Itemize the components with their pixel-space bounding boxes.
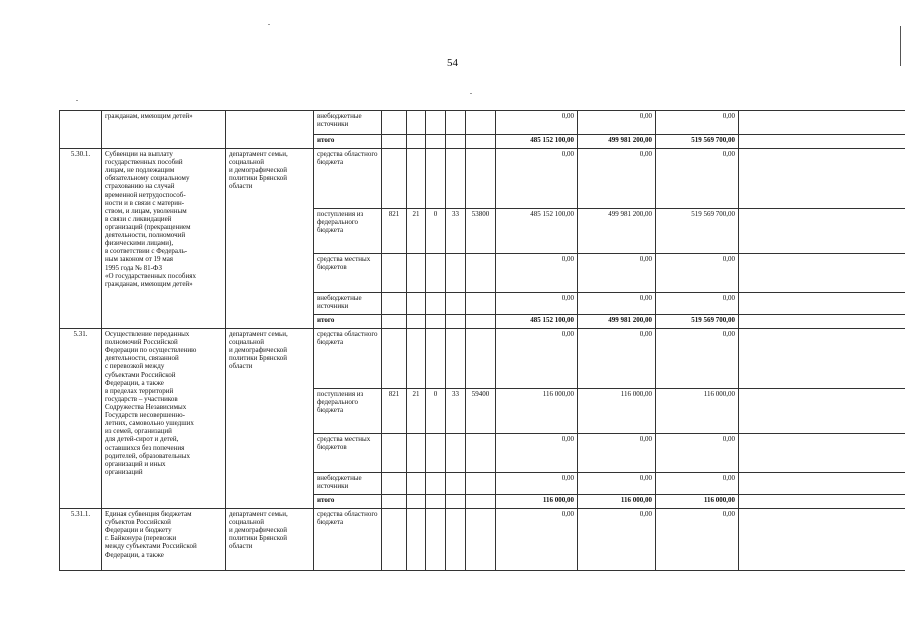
kbk-gr	[382, 135, 407, 149]
amount-year-1: 485 152 100,00	[496, 135, 578, 149]
budget-table	[59, 110, 905, 571]
kbk-cs	[446, 315, 466, 329]
item-description: Единая субвенция бюджетам субъектов Российской Федерации и бюджету г. Байконура (перевозки между субъектами Российской Федерации, а также	[102, 509, 226, 571]
amount-year-1: 0,00	[496, 111, 578, 135]
kbk-gr	[382, 509, 407, 571]
amount-year-3: 0,00	[656, 509, 739, 571]
kbk-vr	[466, 329, 496, 389]
page-number: 54	[447, 57, 458, 69]
amount-year-1: 0,00	[496, 509, 578, 571]
kbk-pr	[426, 434, 446, 473]
kbk-rz	[407, 495, 426, 509]
result-column	[739, 495, 905, 509]
kbk-vr	[466, 135, 496, 149]
kbk-vr	[466, 509, 496, 571]
item-code	[60, 111, 102, 149]
amount-year-2: 116 000,00	[578, 495, 656, 509]
amount-year-2: 499 981 200,00	[578, 315, 656, 329]
kbk-rz: 21	[407, 389, 426, 434]
item-code: 5.30.1.	[60, 149, 102, 329]
amount-year-1: 0,00	[496, 149, 578, 209]
result-column	[739, 254, 905, 293]
kbk-gr	[382, 111, 407, 135]
amount-year-3: 0,00	[656, 111, 739, 135]
kbk-cs	[446, 111, 466, 135]
kbk-rz	[407, 254, 426, 293]
funding-source: поступления из федерального бюджета	[314, 209, 382, 254]
funding-source: средства областного бюджета	[314, 329, 382, 389]
amount-year-2: 0,00	[578, 434, 656, 473]
amount-year-3: 0,00	[656, 434, 739, 473]
kbk-cs	[446, 473, 466, 495]
kbk-gr	[382, 473, 407, 495]
amount-year-2: 499 981 200,00	[578, 209, 656, 254]
kbk-vr	[466, 315, 496, 329]
kbk-pr	[426, 111, 446, 135]
item-code: 5.31.1.	[60, 509, 102, 571]
kbk-pr	[426, 149, 446, 209]
result-column	[739, 149, 905, 209]
kbk-cs: 33	[446, 209, 466, 254]
funding-source: средства местных бюджетов	[314, 254, 382, 293]
amount-year-3: 519 569 700,00	[656, 209, 739, 254]
amount-year-1: 116 000,00	[496, 389, 578, 434]
kbk-cs	[446, 254, 466, 293]
amount-year-1: 116 000,00	[496, 495, 578, 509]
result-column	[739, 473, 905, 495]
item-description: Осуществление переданных полномочий Российской Федерации по осуществлению деятельности, связанной с перевозкой между субъектами Российской Федерации, а также в пределах территорий государств – участников Содружества Независимых Государств несовершенно- летних, самовольно ушедших из семей, организаций для детей-сирот и детей, оставшихся без попечения родителей, образовательных организаций и иных организаций	[102, 329, 226, 509]
kbk-vr	[466, 293, 496, 315]
funding-source: итого	[314, 135, 382, 149]
amount-year-2: 499 981 200,00	[578, 135, 656, 149]
amount-year-3: 116 000,00	[656, 389, 739, 434]
amount-year-1: 0,00	[496, 473, 578, 495]
amount-year-3: 0,00	[656, 473, 739, 495]
kbk-cs	[446, 149, 466, 209]
kbk-cs	[446, 509, 466, 571]
kbk-cs	[446, 329, 466, 389]
amount-year-1: 0,00	[496, 254, 578, 293]
item-executor	[226, 111, 314, 149]
amount-year-2: 0,00	[578, 254, 656, 293]
kbk-rz	[407, 315, 426, 329]
result-column	[739, 293, 905, 315]
kbk-gr	[382, 495, 407, 509]
amount-year-1: 485 152 100,00	[496, 315, 578, 329]
amount-year-2: 116 000,00	[578, 389, 656, 434]
amount-year-1: 0,00	[496, 329, 578, 389]
kbk-pr	[426, 293, 446, 315]
item-executor: департамент семьи, социальной и демографической политики Брянской области	[226, 509, 314, 571]
result-column	[739, 315, 905, 329]
kbk-gr	[382, 254, 407, 293]
result-column	[739, 434, 905, 473]
kbk-rz	[407, 293, 426, 315]
scan-dot	[268, 24, 270, 25]
kbk-vr	[466, 111, 496, 135]
kbk-rz	[407, 473, 426, 495]
amount-year-2: 0,00	[578, 473, 656, 495]
funding-source: средства областного бюджета	[314, 509, 382, 571]
kbk-gr	[382, 293, 407, 315]
kbk-vr	[466, 495, 496, 509]
funding-source: средства местных бюджетов	[314, 434, 382, 473]
kbk-rz: 21	[407, 209, 426, 254]
kbk-rz	[407, 149, 426, 209]
kbk-pr	[426, 495, 446, 509]
amount-year-1: 0,00	[496, 293, 578, 315]
result-column	[739, 329, 905, 389]
kbk-vr	[466, 149, 496, 209]
funding-source: внебюджетные источники	[314, 473, 382, 495]
funding-source: внебюджетные источники	[314, 111, 382, 135]
kbk-rz	[407, 135, 426, 149]
kbk-gr: 821	[382, 209, 407, 254]
scan-dot	[76, 100, 78, 101]
kbk-cs	[446, 434, 466, 473]
amount-year-2: 0,00	[578, 329, 656, 389]
amount-year-1: 0,00	[496, 434, 578, 473]
funding-source: поступления из федерального бюджета	[314, 389, 382, 434]
item-description: гражданам, имеющим детей»	[102, 111, 226, 149]
kbk-vr	[466, 473, 496, 495]
amount-year-3: 519 569 700,00	[656, 315, 739, 329]
kbk-pr	[426, 135, 446, 149]
kbk-gr	[382, 434, 407, 473]
result-column	[739, 209, 905, 254]
amount-year-3: 116 000,00	[656, 495, 739, 509]
kbk-gr	[382, 149, 407, 209]
kbk-pr	[426, 473, 446, 495]
item-executor: департамент семьи, социальной и демографической политики Брянской области	[226, 329, 314, 509]
kbk-cs	[446, 495, 466, 509]
funding-source: итого	[314, 315, 382, 329]
kbk-rz	[407, 509, 426, 571]
kbk-pr	[426, 315, 446, 329]
kbk-pr	[426, 509, 446, 571]
item-executor: департамент семьи, социальной и демографической политики Брянской области	[226, 149, 314, 329]
amount-year-2: 0,00	[578, 509, 656, 571]
kbk-gr	[382, 329, 407, 389]
amount-year-1: 485 152 100,00	[496, 209, 578, 254]
kbk-rz	[407, 434, 426, 473]
item-description: Субвенции на выплату государственных пособий лицам, не подлежащим обязательному социальному страхованию на случай временной нетрудоспособ- ности и в связи с материн- ством, и лицам, уволенным в связи с ликвидацией организаций (прекращением деятельности, полномочий физическими лицами), в соответствии с Федераль- ным законом от 19 мая 1995 года № 81-ФЗ «О государственных пособиях гражданам, имеющим детей»	[102, 149, 226, 329]
funding-source: средства областного бюджета	[314, 149, 382, 209]
kbk-vr: 53800	[466, 209, 496, 254]
amount-year-2: 0,00	[578, 111, 656, 135]
table-row	[60, 329, 905, 389]
kbk-cs	[446, 293, 466, 315]
result-column	[739, 389, 905, 434]
amount-year-3: 0,00	[656, 293, 739, 315]
kbk-pr: 0	[426, 389, 446, 434]
kbk-cs: 33	[446, 389, 466, 434]
amount-year-2: 0,00	[578, 293, 656, 315]
amount-year-2: 0,00	[578, 149, 656, 209]
result-column	[739, 509, 905, 571]
table-row	[60, 111, 905, 135]
funding-source: внебюджетные источники	[314, 293, 382, 315]
kbk-gr: 821	[382, 389, 407, 434]
table-row	[60, 149, 905, 209]
amount-year-3: 0,00	[656, 329, 739, 389]
kbk-rz	[407, 111, 426, 135]
kbk-pr	[426, 254, 446, 293]
kbk-vr	[466, 434, 496, 473]
kbk-rz	[407, 329, 426, 389]
kbk-pr	[426, 329, 446, 389]
result-column	[739, 135, 905, 149]
kbk-vr	[466, 254, 496, 293]
kbk-gr	[382, 315, 407, 329]
funding-source: итого	[314, 495, 382, 509]
kbk-vr: 59400	[466, 389, 496, 434]
scan-dot	[470, 93, 472, 94]
table-row	[60, 509, 905, 571]
amount-year-3: 0,00	[656, 254, 739, 293]
kbk-pr: 0	[426, 209, 446, 254]
amount-year-3: 519 569 700,00	[656, 135, 739, 149]
result-column	[739, 111, 905, 135]
item-code: 5.31.	[60, 329, 102, 509]
kbk-cs	[446, 135, 466, 149]
amount-year-3: 0,00	[656, 149, 739, 209]
